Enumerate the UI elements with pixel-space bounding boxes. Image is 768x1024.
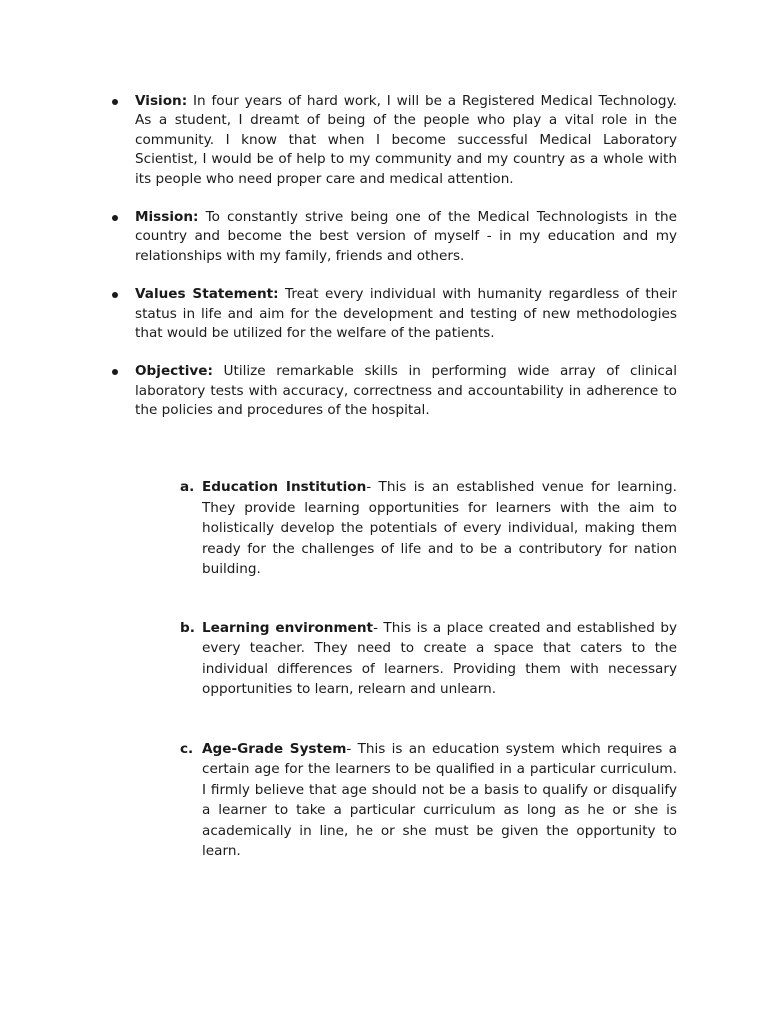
bullet-term: Objective:: [135, 363, 213, 380]
bullet-text: To constantly strive being one of the Medical Technologists in the country and become the best version of myself - in my education and my relationships with my family, friends and others.: [135, 209, 677, 264]
bullet-icon: [112, 215, 118, 221]
bullet-icon: [112, 369, 118, 375]
bullet-term: Values Statement:: [135, 286, 279, 303]
bullet-text: In four years of hard work, I will be a Registered Medical Technology. As a student, I dreamt of being of the people who play a vital role in the community. I know that when I become successful Medical Laboratory Scientist, I would be of help to my community and my country as a whole with its people who need proper care and medical attention.: [135, 93, 677, 187]
bullet-term: Mission:: [135, 209, 199, 226]
bullet-icon: [112, 292, 118, 298]
list-letter: b.: [180, 619, 195, 636]
definition-term: Learning environment: [202, 619, 374, 636]
definition-text: - This is a place created and established by every teacher. They need to create a space that caters to the individual differences of learners. Providing them with necessary opportunities to learn, relearn and unlearn.: [202, 619, 677, 697]
bullet-text: Treat every individual with humanity regardless of their status in life and aim for the development and testing of new methodologies that would be utilized for the welfare of the patients.: [135, 286, 677, 342]
definition-item-age-grade-system: [180, 739, 677, 862]
definition-text: - This is an education system which requires a certain age for the learners to be qualified in a particular curriculum. I firmly believe that age should not be a basis to qualify or disqualify a learner to take a particular curriculum as long as he or she is academically in line, he or she must be given the opportunity to learn.: [202, 740, 677, 859]
definition-list: [180, 477, 677, 862]
bullet-text: Utilize remarkable skills in performing wide array of clinical laboratory tests with accuracy, correctness and accountability in adherence to the policies and procedures of the hospital.: [135, 363, 677, 419]
bullet-item-objective: [110, 362, 677, 420]
bullet-term: Vision:: [135, 93, 188, 109]
definition-term: Age-Grade System: [202, 740, 347, 757]
list-letter: a.: [180, 479, 195, 495]
definition-item-education-institution: [180, 477, 677, 580]
bullet-item-vision: [110, 92, 677, 189]
definition-term: Education Institution: [202, 479, 367, 495]
bullet-item-mission: [110, 208, 677, 266]
bullet-item-values-statement: [110, 285, 677, 343]
bullet-icon: [112, 99, 118, 105]
definition-text: - This is an established venue for learning. They provide learning opportunities for learners with the aim to holistically develop the potentials of every individual, making them ready for the challenges of life and to be a contributory for nation building.: [202, 479, 677, 577]
definition-item-learning-environment: [180, 618, 677, 700]
bullet-list: [110, 92, 677, 440]
list-letter: c.: [180, 740, 194, 757]
